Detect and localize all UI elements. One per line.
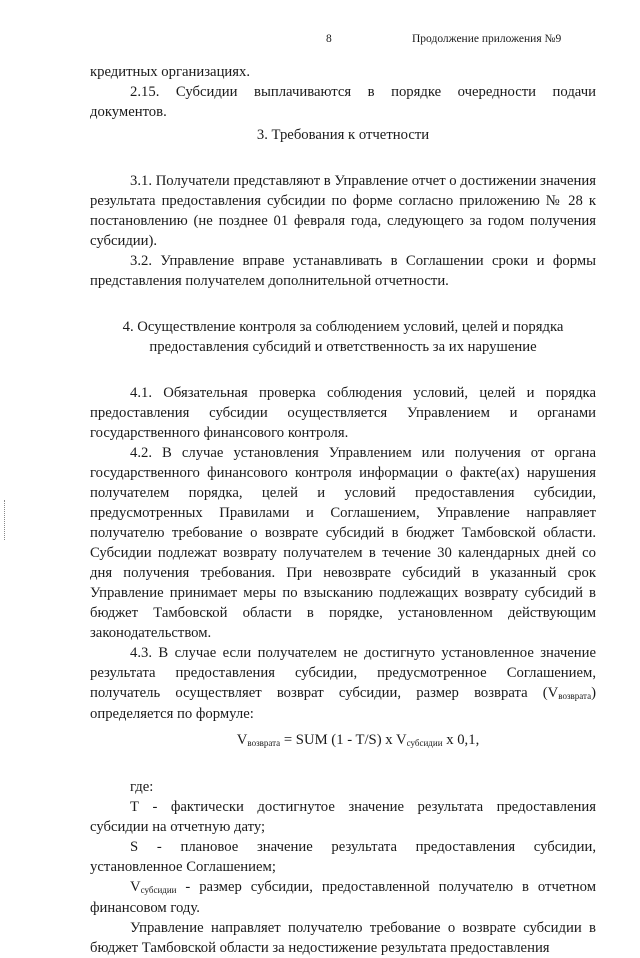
paragraph-4-3-end: ) определяется по формуле:: [90, 685, 596, 722]
formula-subscript-return: возврата: [247, 738, 281, 748]
formula: [90, 730, 596, 751]
section-heading-3: 3. Требования к отчетности: [256, 127, 430, 143]
page-number: 8: [326, 33, 332, 45]
where-label: где:: [130, 779, 154, 795]
definition-v: [90, 877, 596, 918]
formula-end: x 0,1,: [442, 732, 480, 748]
paragraph-4-1: 4.1. Обязательная проверка соблюдения условий, целей и порядка предоставления субсидии осуществляется Управлением и органами государственного финансового контроля.: [90, 385, 596, 441]
paragraph-4-3: [90, 643, 596, 724]
appendix-continuation-note: Продолжение приложения №9: [412, 33, 562, 45]
scan-edge-mark: [4, 500, 7, 540]
section-heading-4-line1: 4. Осуществление контроля за соблюдением условий, целей и порядка: [122, 319, 564, 335]
definition-s: S - плановое значение результата предоставления субсидии, установленное Соглашением;: [90, 839, 596, 875]
paragraph-4-3-subscript: возврата: [558, 691, 592, 701]
section-heading-4: [90, 317, 596, 357]
document-body: [90, 62, 596, 958]
formula-v: V: [236, 732, 248, 748]
section-heading-4-line2: предоставления субсидий и ответственность за их нарушение: [149, 339, 537, 355]
paragraph-4-3-text: 4.3. В случае если получателем не достигнуто установленное значение результата предоставления субсидии, предусмотренное Соглашением, получатель осуществляет возврат субсидии, размер возврата (V: [90, 645, 596, 701]
paragraph-final: Управление направляет получателю требование о возврате субсидии в бюджет Тамбовской области за недостижение результата предоставления: [90, 920, 596, 956]
formula-middle: = SUM (1 - T/S) x V: [280, 732, 407, 748]
definition-t: Т - фактически достигнутое значение результата предоставления субсидии на отчетную дату;: [90, 799, 596, 835]
paragraph-3-1: 3.1. Получатели представляют в Управление отчет о достижении значения результата предоставления субсидии по форме согласно приложению № 28 к постановлению (не позднее 01 февраля года, следующего за годом получения субсидии).: [90, 173, 596, 249]
definition-v-symbol: V: [130, 879, 141, 895]
definition-v-text: - размер субсидии, предоставленной получателю в отчетном финансовом году.: [90, 879, 596, 916]
paragraph-2-15: 2.15. Субсидии выплачиваются в порядке очередности подачи документов.: [90, 84, 596, 120]
paragraph-3-2: 3.2. Управление вправе устанавливать в Соглашении сроки и формы представления получателем дополнительной отчетности.: [90, 253, 596, 289]
definition-v-subscript: субсидии: [140, 885, 177, 895]
formula-subscript-subsidy: субсидии: [406, 738, 443, 748]
paragraph-4-2: 4.2. В случае установления Управлением или получения от органа государственного финансового контроля информации о факте(ах) нарушения получателем порядка, целей и условий предоставления субсидии, предусмотренных Правилами и Соглашением, Управление направляет получателю требование о возврате субсидий в бюджет Тамбовской области. Субсидии подлежат возврату получателем в течение 30 календарных дней со дня получения требования. При невозврате субсидий в указанный срок Управление принимает меры по взысканию подлежащих возврату субсидий в бюджет Тамбовской области в порядке, установленном действующим законодательством.: [90, 445, 596, 641]
paragraph-continuation: кредитных организациях.: [90, 64, 251, 80]
